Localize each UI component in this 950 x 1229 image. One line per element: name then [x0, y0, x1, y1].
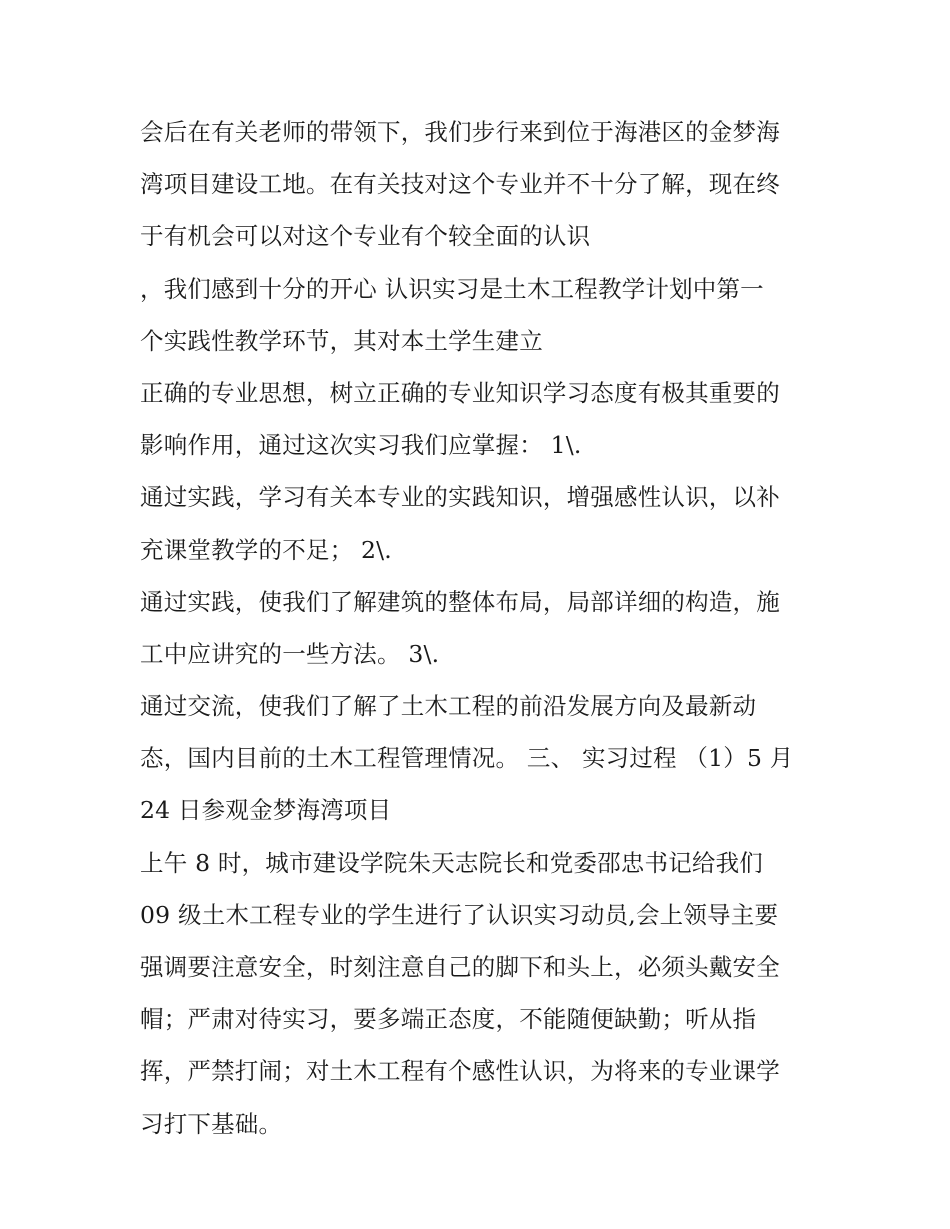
text-line: 24 日参观金梦海湾项目	[140, 796, 392, 825]
text-line: 通过交流，使我们了解了土木工程的前沿发展方向及最新动	[140, 692, 757, 721]
text-line: 习打下基础。	[140, 1109, 283, 1138]
text-line: 通过实践，学习有关本专业的实践知识，增强感性认识，以补	[140, 483, 780, 512]
text-line: 于有机会可以对这个专业有个较全面的认识	[140, 222, 591, 251]
text-line: 工中应讲究的一些方法。 3\.	[140, 639, 440, 668]
text-line: 强调要注意安全，时刻注意自己的脚下和头上，必须头戴安全	[140, 953, 780, 981]
text-line: 09 级土木工程专业的学生进行了认识实习动员,会上领导主要	[140, 900, 779, 929]
text-line: 态，国内目前的土木工程管理情况。 三、 实习过程 （1）5 月	[140, 744, 794, 773]
text-line: 通过实践，使我们了解建筑的整体布局，局部详细的构造，施	[140, 587, 780, 616]
text-line: 上午 8 时，城市建设学院朱天志院长和党委邵忠书记给我们	[140, 848, 763, 877]
body-text	[140, 106, 840, 1150]
text-line: 个实践性教学环节，其对本土学生建立	[140, 326, 543, 355]
text-line: 充课堂教学的不足； 2\.	[140, 535, 392, 564]
text-line: ，我们感到十分的开心 认识实习是土木工程教学计划中第一	[140, 274, 764, 303]
text-line: 正确的专业思想，树立正确的专业知识学习态度有极其重要的	[140, 378, 780, 407]
text-line: 会后在有关老师的带领下，我们步行来到位于海港区的金梦海	[140, 118, 780, 146]
text-line: 湾项目建设工地。在有关技对这个专业并不十分了解，现在终	[140, 170, 780, 199]
text-line: 影响作用，通过这次实习我们应掌握： 1\.	[140, 431, 582, 460]
text-line: 挥，严禁打闹；对土木工程有个感性认识，为将来的专业课学	[140, 1057, 780, 1086]
text-line: 帽；严肃对待实习，要多端正态度，不能随便缺勤；听从指	[140, 1005, 757, 1034]
